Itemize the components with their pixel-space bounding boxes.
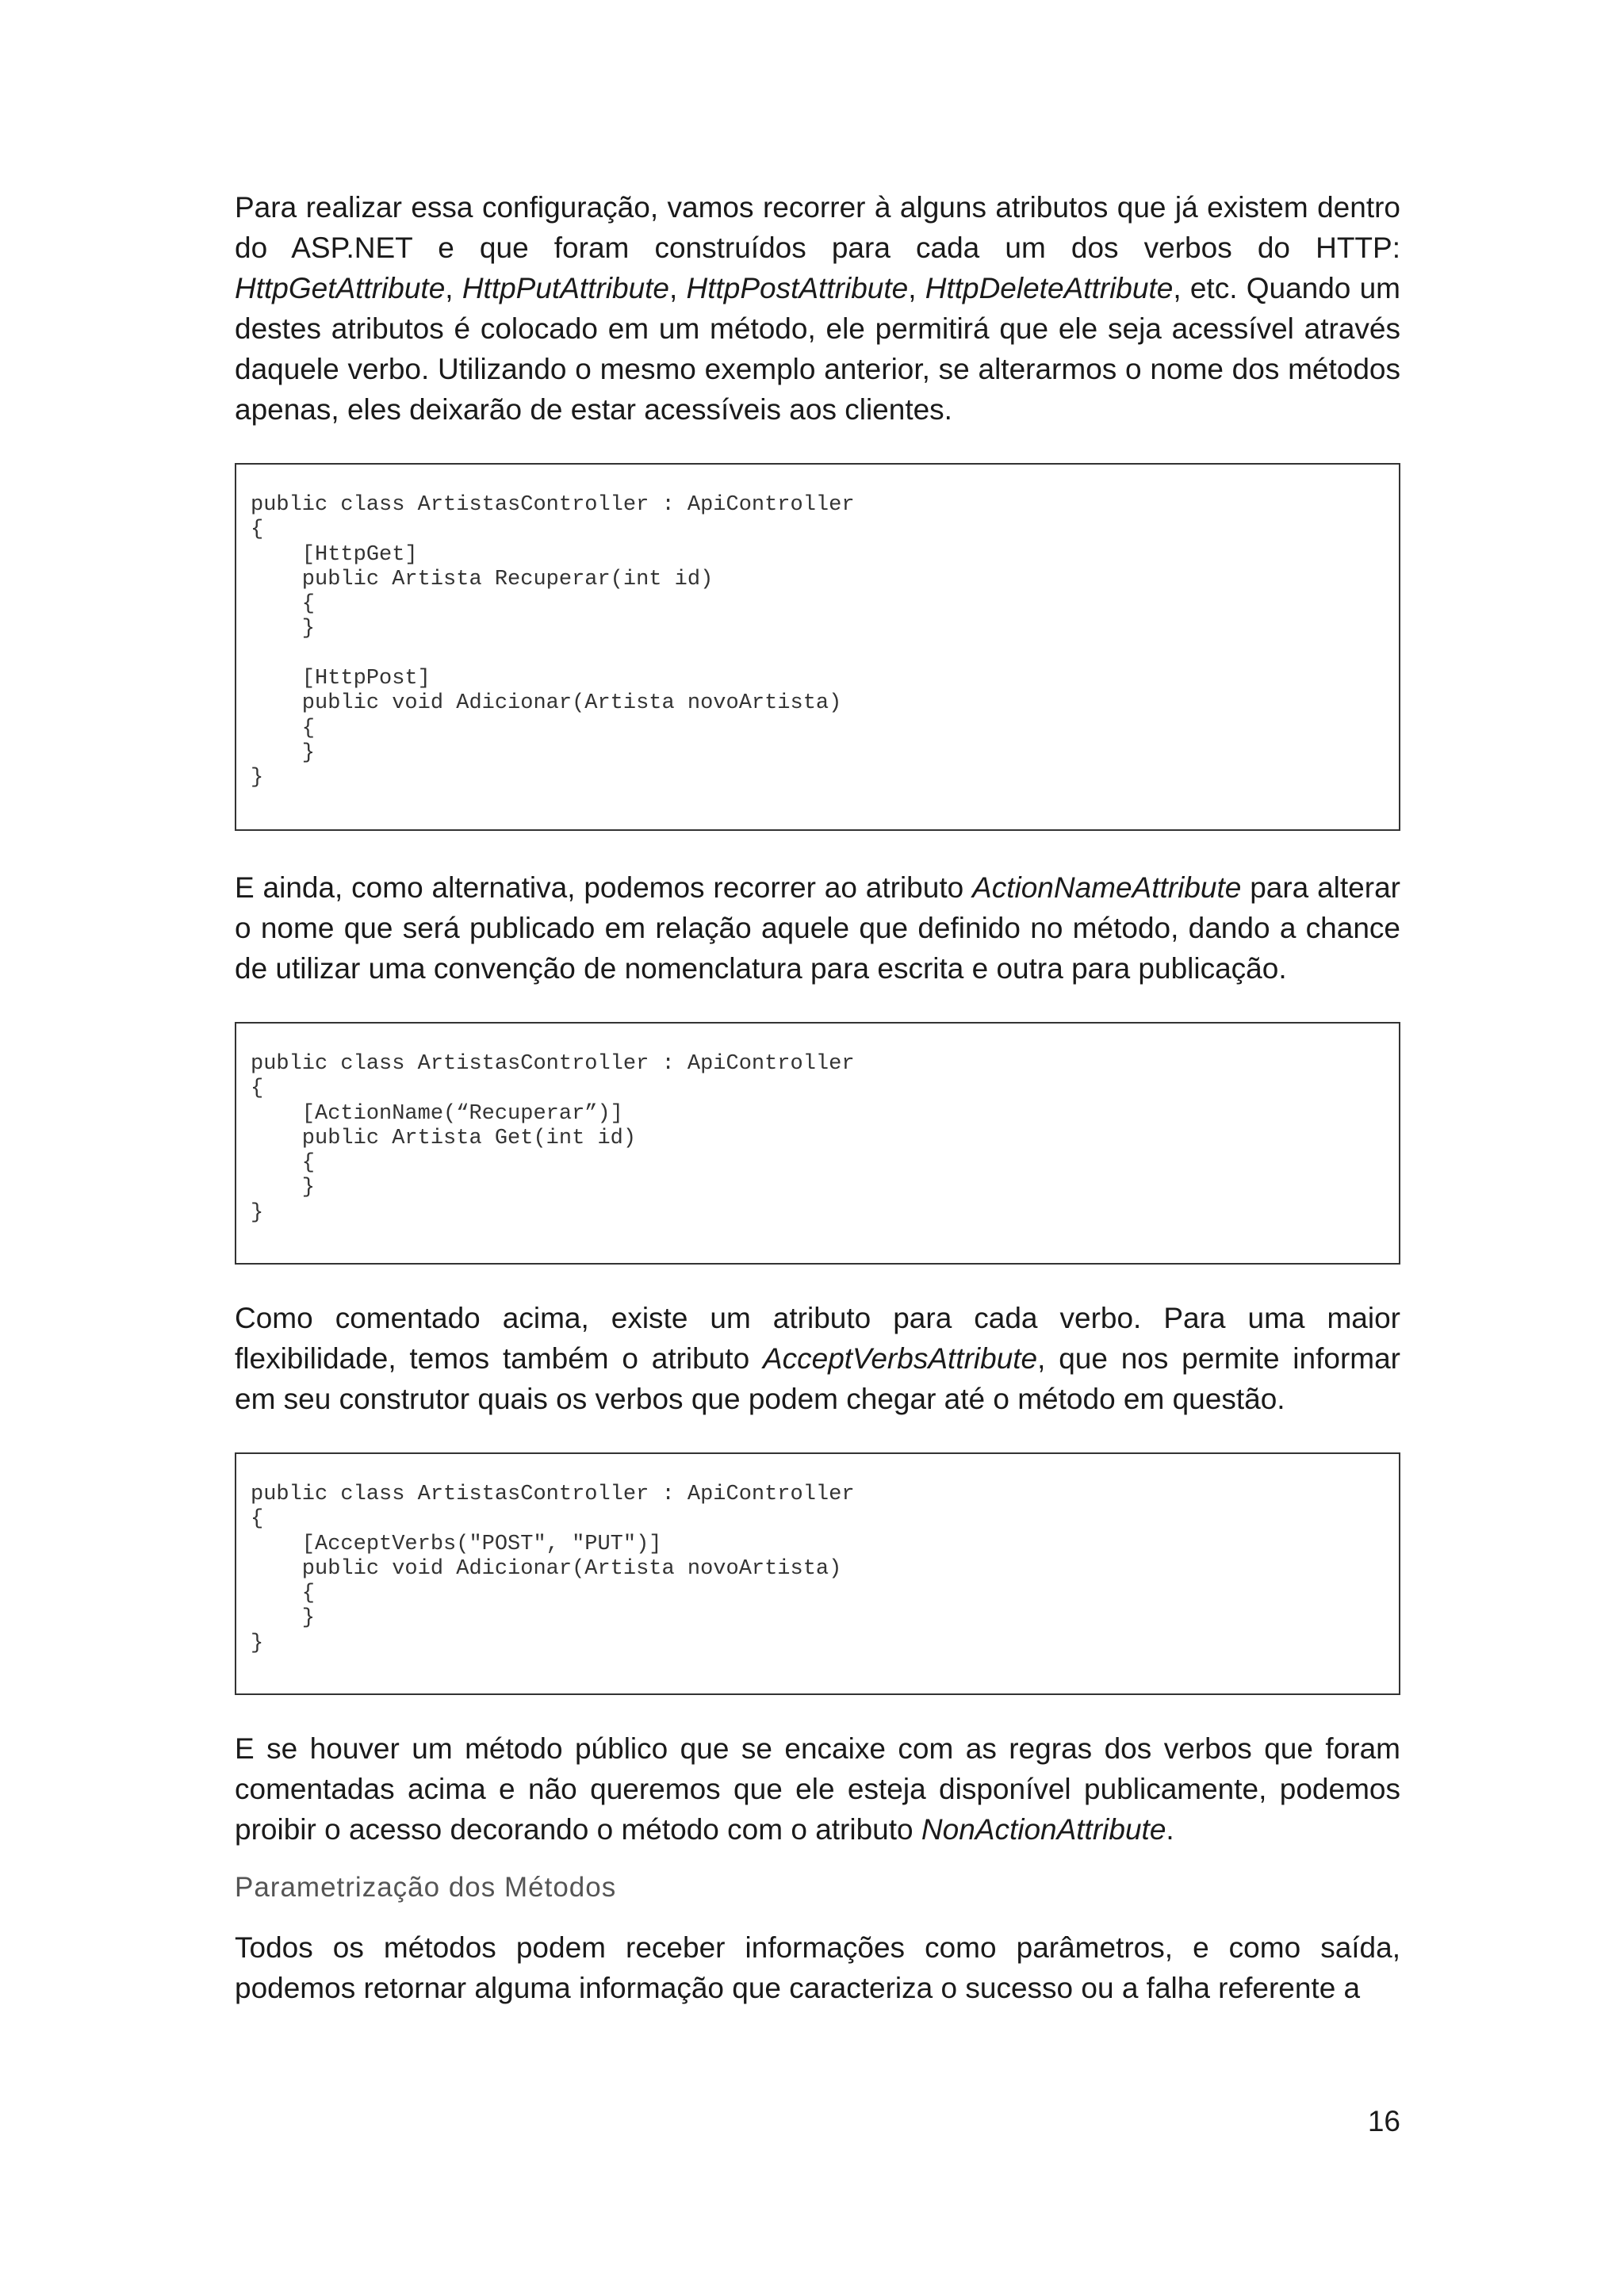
text-span: Para realizar essa configuração, vamos recorrer à alguns atributos que já existem dentro do ASP.NET e que foram construídos para cada um dos verbos do HTTP: bbox=[235, 191, 1400, 264]
text-span: Como comentado acima, existe um atributo para cada verbo. Para uma maior flexibilidade, temos também o atributo bbox=[235, 1302, 1400, 1375]
italic-term: ActionNameAttribute bbox=[972, 871, 1242, 904]
text-span: , etc. Quando um destes atributos é colocado em um método, ele permitirá que ele seja acessível através daquele verbo. Utilizando o mesmo exemplo anterior, se alterarmos o nome dos métodos apenas, eles deixarão de estar acessíveis aos clientes. bbox=[235, 272, 1401, 426]
section-heading: Parametrização dos Métodos bbox=[235, 1872, 617, 1903]
text-span: , bbox=[445, 272, 462, 304]
italic-term: AcceptVerbsAttribute bbox=[762, 1342, 1038, 1375]
paragraph-method-parameters: Todos os métodos podem receber informações como parâmetros, e como saída, podemos retornar alguma informação que caracteriza o sucesso ou a falha referente a bbox=[235, 1931, 1400, 2004]
italic-term: NonActionAttribute bbox=[921, 1813, 1166, 1846]
italic-term: HttpPutAttribute bbox=[462, 272, 669, 304]
italic-term: HttpGetAttribute bbox=[235, 272, 446, 304]
text-span: E se houver um método público que se encaixe com as regras dos verbos que foram comentadas acima e não queremos que ele esteja disponível publicamente, podemos proibir o acesso decorando o método com o atributo bbox=[235, 1732, 1400, 1846]
code-block-accept-verbs: public class ArtistasController : ApiController { [AcceptVerbs("POST", "PUT")] public void Adicionar(Artista novoArtista) { } } bbox=[235, 1452, 1400, 1695]
text-span: E ainda, como alternativa, podemos recorrer ao atributo bbox=[235, 871, 973, 904]
paragraph-http-verb-attributes bbox=[235, 187, 1400, 430]
code-block-action-name: public class ArtistasController : ApiController { [ActionName(“Recuperar”)] public Artista Get(int id) { } } bbox=[235, 1022, 1400, 1265]
paragraph-action-name bbox=[235, 867, 1400, 989]
text-span: , bbox=[669, 272, 687, 304]
italic-term: HttpPostAttribute bbox=[686, 272, 909, 304]
paragraph-non-action bbox=[235, 1728, 1400, 1850]
code-block-http-get-post: public class ArtistasController : ApiController { [HttpGet] public Artista Recuperar(int id) { } [HttpPost] public void Adicionar(Artista novoArtista) { } } bbox=[235, 463, 1400, 831]
text-span: para alterar o nome que será publicado em relação aquele que definido no método, dando a chance de utilizar uma convenção de nomenclatura para escrita e outra para publicação. bbox=[235, 871, 1400, 985]
text-span: , bbox=[908, 272, 925, 304]
document-page bbox=[235, 187, 1400, 2008]
text-span: . bbox=[1166, 1813, 1174, 1846]
italic-term: HttpDeleteAttribute bbox=[925, 272, 1174, 304]
page-number: 16 bbox=[1367, 2105, 1400, 2137]
text-span: , que nos permite informar em seu construtor quais os verbos que podem chegar até o método em questão. bbox=[235, 1342, 1400, 1415]
paragraph-accept-verbs bbox=[235, 1298, 1400, 1419]
